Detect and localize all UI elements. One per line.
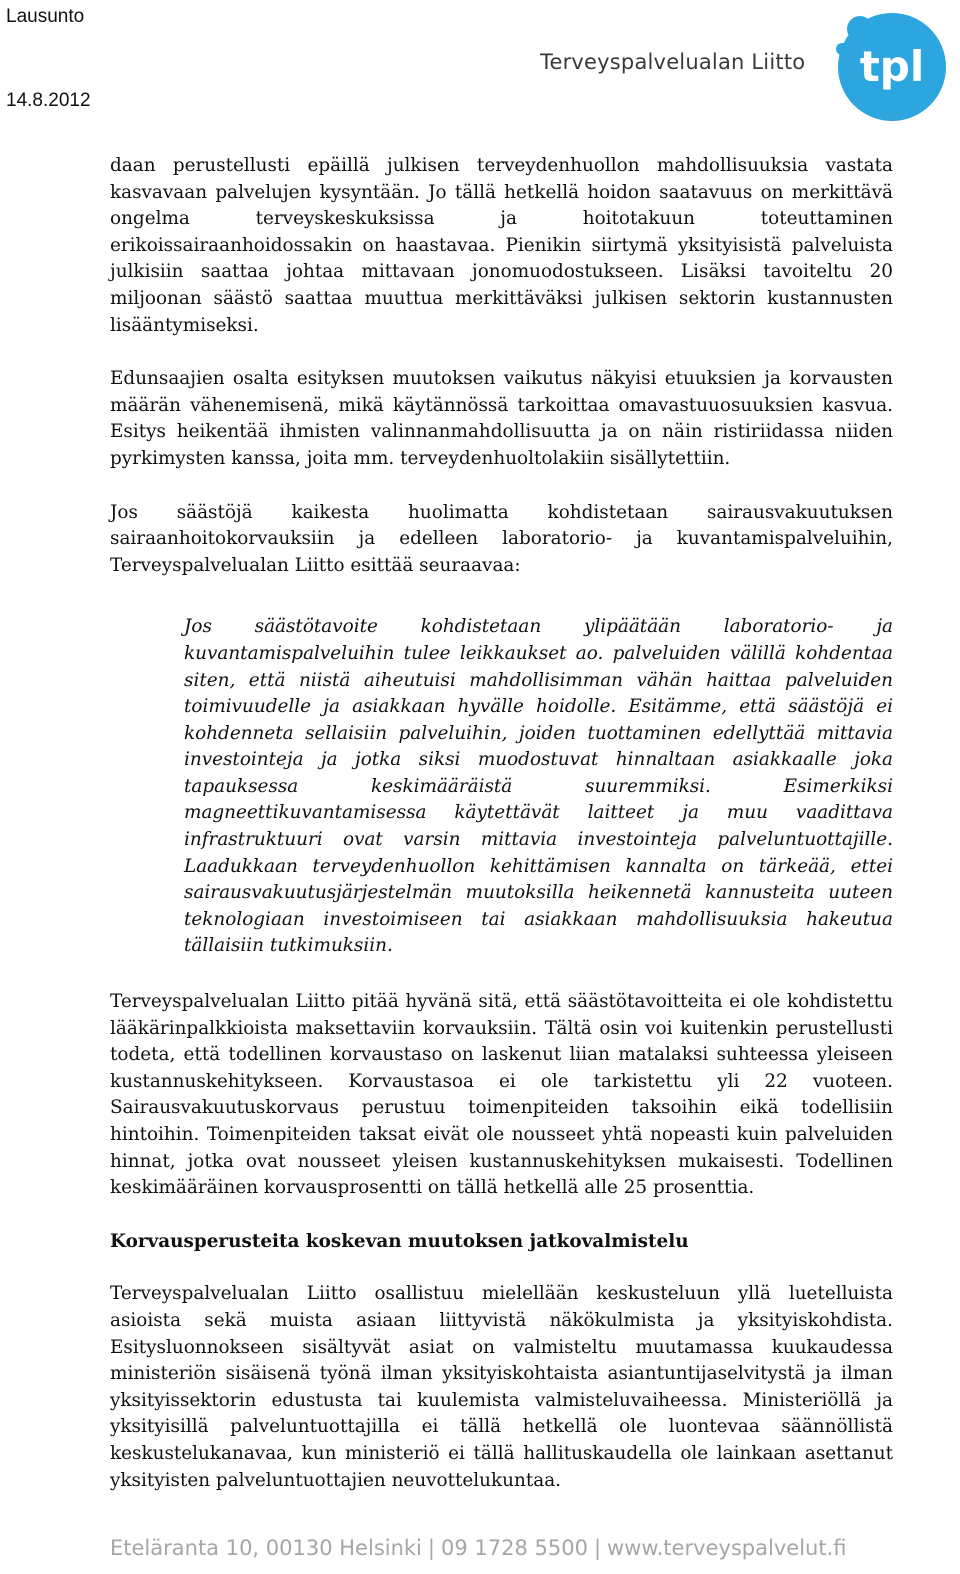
paragraph-3: Jos säästöjä kaikesta huolimatta kohdistetaan sairausvakuutuksen sairaanhoitokorvauksiin ja edelleen laboratorio- ja kuvantamispalveluihin, Terveyspalvelualan Liitto esittää seuraavaa:: [110, 501, 893, 576]
tpl-logo-icon: [830, 5, 950, 123]
document-type: Lausunto: [6, 6, 85, 27]
footer-contact: [110, 1536, 846, 1560]
footer-phone: 09 1728 5500: [440, 1536, 588, 1560]
quoted-proposal: Jos säästötavoite kohdistetaan ylipäätään laboratorio- ja kuvantamispalveluihin tulee leikkaukset ao. palveluiden välillä kohdentaa siten, että niistä aiheutuisi mahdollisimman vähän haittaa palveluiden toimivuudelle ja asiakkaan hyvälle hoidolle. Esitämme, että säästöjä ei kohdenneta sellaisiin palveluihin, joiden tuottaminen edellyttää mittavia investointeja ja jotka siksi muodostuvat hinnaltaan asiakkaalle joka tapauksessa keskimääräistä suuremmiksi. Esimerkiksi magneettikuvantamisessa käytettävät laitteet ja muu vaadittava infrastruktuuri ovat varsin mittavia investointeja palveluntuottajille. Laadukkaan terveydenhuollon kehittämisen kannalta on tärkeää, ettei sairausvakuutusjärjestelmän muutoksilla heikennetä kannusteita uuteen teknologiaan investoimiseen tai asiakkaan mahdollisuuksia hakeutua tällaisiin tutkimuksiin.: [184, 616, 893, 957]
footer-website: www.terveyspalvelut.fi: [607, 1536, 847, 1560]
document-date: 14.8.2012: [6, 90, 91, 111]
section-heading: Korvausperusteita koskevan muutoksen jatkovalmistelu: [110, 1230, 689, 1252]
logo-dot-large: [847, 16, 873, 42]
organization-name: Terveyspalvelualan Liitto: [540, 50, 806, 74]
paragraph-2: Edunsaajien osalta esityksen muutoksen vaikutus näkyisi etuuksien ja korvausten määrän vähenemisenä, mikä käytännössä tarkoittaa omavastuuosuuksien kasvua. Esitys heikentää ihmisten valinnanmahdollisuutta ja on näin ristiriidassa niiden pyrkimysten kanssa, joita mm. terveydenhuoltolakiin sisällytettiin.: [110, 368, 893, 469]
footer-separator: |: [427, 1536, 435, 1560]
paragraph-5: Terveyspalvelualan Liitto osallistuu mielellään keskusteluun yllä luetelluista asioista sekä muista asiaan liittyvistä näkökulmista ja yksityiskohdista. Esitysluonnokseen sisältyvät asiat on valmisteltu muutamassa kuukaudessa ministeriön sisäisenä työnä ilman yksityiskohtaista asiantuntijaselvitystä ja ilman yksityissektorin edustusta tai kuulemista valmisteluvaiheessa. Ministeriöllä ja yksityisillä palveluntuottajilla ei tällä hetkellä ole luontevaa säännöllistä keskustelukanavaa, kun ministeriö ei tällä hallituskaudella ole lainkaan asettanut yksityisten palveluntuottajien neuvottelukuntaa.: [110, 1283, 893, 1491]
footer-address: Eteläranta 10, 00130 Helsinki: [110, 1536, 422, 1560]
logo-text: tpl: [859, 42, 925, 91]
paragraph-1: daan perustellusti epäillä julkisen terveydenhuollon mahdollisuuksia vastata kasvavaan palvelujen kysyntään. Jo tällä hetkellä hoidon saatavuus on merkittävä ongelma terveyskeskuksissa ja hoitotakuun toteuttaminen erikoissairaanhoidossakin on haastavaa. Pienikin siirtymä yksityisistä palveluista julkisiin saattaa johtaa mittavaan jonomuodostukseen. Lisäksi tavoiteltu 20 miljoonan säästö saattaa muuttua merkittäväksi julkisen sektorin kustannusten lisääntymiseksi.: [110, 155, 893, 336]
paragraph-4: Terveyspalvelualan Liitto pitää hyvänä sitä, että säästötavoitteita ei ole kohdistettu lääkärinpalkkioista maksettaviin korvauksiin. Tältä osin voi kuitenkin perustellusti todeta, että todellinen korvaustaso on laskenut liian matalaksi suhteessa yleiseen kustannuskehitykseen. Korvaustasoa ei ole tarkistettu yli 22 vuoteen. Sairausvakuutuskorvaus perustuu toimenpiteiden taksoihin eikä todellisiin hintoihin. Toimenpiteiden taksat eivät ole nousseet yhtä nopeasti kuin palveluiden hinnat, jotka ovat nousseet yleisen kustannuskehityksen mukaisesti. Todellinen keskimääräinen korvausprosentti on tällä hetkellä alle 25 prosenttia.: [110, 991, 893, 1199]
document-body: [110, 153, 893, 1521]
footer-separator: |: [593, 1536, 602, 1560]
logo-dot-small: [836, 43, 848, 55]
